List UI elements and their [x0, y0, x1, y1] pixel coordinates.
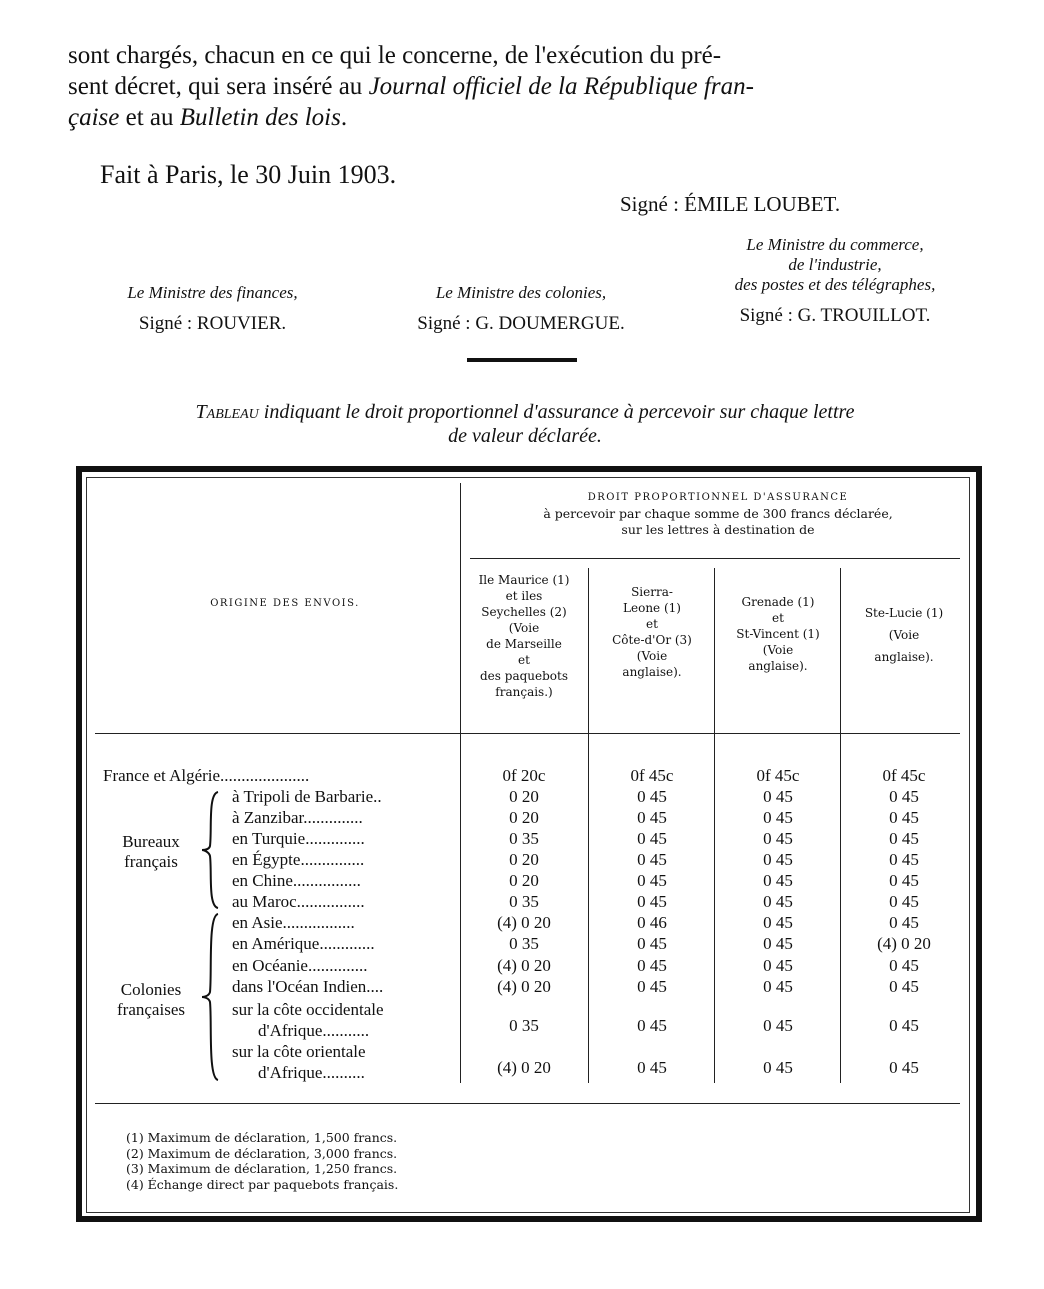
col-header-line: des paquebots [480, 669, 568, 683]
table-cell: 0f 45c [756, 766, 800, 785]
col-header-grenade [718, 594, 838, 674]
footnote-3: (3) Maximum de déclaration, 1,250 francs. [126, 1161, 398, 1176]
col-header-line: (Voie [508, 621, 540, 635]
header-line-2: à percevoir par chaque somme de 300 francs déclarée, [543, 506, 893, 521]
table-cell: 0 45 [763, 956, 793, 975]
row-label: en Amérique............. [232, 934, 375, 953]
row-label: sur la côte occidentale [232, 1000, 384, 1019]
col-header-line: (Voie [762, 643, 794, 657]
row-label: à Tripoli de Barbarie.. [232, 787, 382, 806]
signature-name: Signé : G. TROUILLOT. [739, 305, 931, 326]
col-header-line: et [646, 617, 658, 631]
notes-rule [95, 1103, 960, 1104]
table-cell: 0 45 [637, 1058, 667, 1077]
table-cell: 0 45 [637, 829, 667, 848]
table-cell: 0f 45c [630, 766, 674, 785]
table-title [95, 400, 955, 448]
table-cell: 0 20 [509, 871, 539, 890]
col-header-line: Côte-d'Or (3) [612, 633, 692, 647]
table-cell: 0 45 [763, 808, 793, 827]
body-rule [95, 733, 960, 734]
table-cell: 0 45 [889, 871, 919, 890]
separator-rule [467, 358, 577, 362]
para-line-3a: çaise [68, 104, 120, 131]
row-label: sur la côte orientale [232, 1042, 366, 1061]
table-cell: (4) 0 20 [497, 956, 551, 975]
table-title-line-2: de valeur déclarée. [448, 425, 602, 447]
header-droit [468, 490, 968, 538]
table-cell: (4) 0 20 [497, 1058, 551, 1077]
table-cell: 0 35 [509, 892, 539, 911]
col-header-line: (Voie [888, 628, 920, 642]
table-cell: 0 20 [509, 850, 539, 869]
table-cell: 0 45 [637, 871, 667, 890]
table-cell: 0 45 [637, 977, 667, 996]
table-cell: 0 45 [637, 1016, 667, 1035]
table-cell: 0 45 [637, 934, 667, 953]
table-cell: 0 45 [889, 977, 919, 996]
table-cell: 0 45 [889, 1058, 919, 1077]
table-cell: 0 45 [763, 934, 793, 953]
para-line-3b: et au [119, 104, 180, 131]
table-cell: 0 35 [509, 1016, 539, 1035]
table-cell: 0 45 [637, 808, 667, 827]
table-cell: (4) 0 20 [877, 934, 931, 953]
table-title-line-1: indiquant le droit proportionnel d'assurance à percevoir sur chaque lettre [258, 401, 855, 423]
table-cell: (4) 0 20 [497, 913, 551, 932]
group-bureaux-francais: Bureaux français [122, 832, 180, 871]
table-cell: 0 45 [637, 956, 667, 975]
table-cell: 0 45 [889, 787, 919, 806]
header-line-3: sur les lettres à destination de [621, 522, 815, 537]
row-label-continued: d'Afrique........... [258, 1021, 370, 1040]
col-header-lucie [844, 602, 964, 668]
table-cell: 0 45 [889, 829, 919, 848]
row-label: en Turquie.............. [232, 829, 365, 848]
signature-finances [90, 283, 335, 335]
row-label: en Océanie.............. [232, 956, 368, 975]
col-header-line: (Voie [636, 649, 668, 663]
table-cell: 0 46 [637, 913, 667, 932]
brace-bureaux [200, 790, 226, 910]
journal-officiel-title: Journal officiel de la République fran- [368, 73, 754, 100]
row-label: en Égypte............... [232, 850, 365, 869]
signature-role: Le Ministre des colonies, [435, 283, 607, 302]
bulletin-des-lois-title: Bulletin des lois [179, 104, 341, 131]
table-cell: 0 45 [637, 850, 667, 869]
table-cell: 0 45 [637, 892, 667, 911]
col-header-line: Leone (1) [623, 601, 681, 615]
divider-col2 [714, 568, 715, 1083]
table-cell: 0 45 [763, 871, 793, 890]
row-label: au Maroc................ [232, 892, 365, 911]
table-cell: 0 45 [637, 787, 667, 806]
para-line-3d: . [340, 104, 348, 131]
signature-commerce [690, 235, 980, 327]
col-header-line: anglaise). [748, 659, 808, 673]
table-cell: 0 45 [889, 892, 919, 911]
table-cell: 0 35 [509, 934, 539, 953]
decree-paragraph [68, 40, 968, 133]
signature-role-2: de l'industrie, [788, 255, 882, 274]
table-cell: 0 45 [763, 913, 793, 932]
signature-name: Signé : ROUVIER. [138, 313, 287, 334]
signature-role-1: Le Ministre du commerce, [746, 235, 924, 254]
col-header-maurice [464, 572, 584, 700]
table-cell: 0 35 [509, 829, 539, 848]
divider-origin [460, 483, 461, 1083]
col-header-line: anglaise). [622, 665, 682, 679]
signature-role: Le Ministre des finances, [127, 283, 298, 302]
col-header-line: Ile Maurice (1) [478, 573, 570, 587]
table-cell: 0 20 [509, 787, 539, 806]
table-cell: 0 45 [763, 787, 793, 806]
table-cell: 0 45 [889, 1016, 919, 1035]
signature-role-3: des postes et des télégraphes, [734, 275, 936, 294]
col-header-line: et [772, 611, 784, 625]
footnote-4: (4) Échange direct par paquebots français. [126, 1176, 399, 1192]
table-cell: 0 45 [889, 850, 919, 869]
col-header-line: et iles [505, 589, 543, 603]
col-header-sierra [592, 584, 712, 680]
origine-header: ORIGINE DES ENVOIS. [210, 598, 360, 609]
signature-name: Signé : G. DOUMERGUE. [417, 313, 625, 334]
col-header-line: St-Vincent (1) [736, 627, 820, 641]
row-label: France et Algérie..................... [103, 766, 310, 785]
table-cell: 0 45 [763, 892, 793, 911]
table-cell: 0 20 [509, 808, 539, 827]
col-header-line: anglaise). [874, 650, 934, 664]
footnotes [126, 1130, 398, 1192]
table-cell: 0f 20c [502, 766, 546, 785]
table-cell: (4) 0 20 [497, 977, 551, 996]
footnote-1: (1) Maximum de déclaration, 1,500 francs. [126, 1130, 398, 1145]
tableau-word: Tableau [195, 401, 259, 423]
president-signature: Signé : ÉMILE LOUBET. [620, 192, 841, 216]
table-cell: 0 45 [763, 829, 793, 848]
table-cell: 0 45 [889, 913, 919, 932]
para-line-2a: sent décret, qui sera inséré au [68, 73, 369, 100]
table-cell: 0 45 [763, 1016, 793, 1035]
header-line-1: DROIT PROPORTIONNEL D'ASSURANCE [587, 492, 849, 503]
footnote-2: (2) Maximum de déclaration, 3,000 francs. [126, 1145, 398, 1161]
divider-col3 [840, 568, 841, 1083]
col-header-line: Grenade (1) [741, 595, 815, 609]
table-cell: 0f 45c [882, 766, 926, 785]
divider-col1 [588, 568, 589, 1083]
table-cell: 0 45 [889, 956, 919, 975]
header-rule [470, 558, 960, 559]
col-header-line: français.) [495, 685, 553, 699]
col-header-line: Sierra- [631, 585, 673, 599]
row-label: en Asie................. [232, 913, 355, 932]
row-label: dans l'Océan Indien.... [232, 977, 384, 996]
group-colonies-francaises: Colonies françaises [117, 980, 185, 1019]
row-label: à Zanzibar.............. [232, 808, 363, 827]
col-header-line: et [518, 653, 530, 667]
table-cell: 0 45 [889, 808, 919, 827]
row-label: en Chine................ [232, 871, 361, 890]
col-header-line: de Marseille [486, 637, 562, 651]
signature-colonies [392, 283, 650, 335]
brace-colonies [200, 912, 226, 1082]
table-cell: 0 45 [763, 977, 793, 996]
col-header-line: Seychelles (2) [481, 605, 567, 619]
date-line: Fait à Paris, le 30 Juin 1903. [100, 160, 397, 189]
table-cell: 0 45 [763, 1058, 793, 1077]
col-header-line: Ste-Lucie (1) [864, 606, 944, 620]
row-label-continued: d'Afrique.......... [258, 1063, 365, 1082]
para-line-1: sont chargés, chacun en ce qui le concerne, de l'exécution du pré- [68, 42, 722, 69]
table-cell: 0 45 [763, 850, 793, 869]
